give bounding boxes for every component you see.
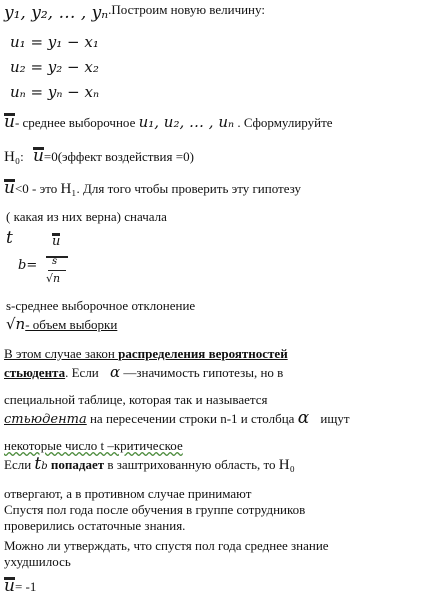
- final-line: [4, 578, 36, 595]
- table-line: специальной таблице, которая так и называется: [4, 392, 268, 407]
- n-definition: [6, 316, 117, 333]
- law-student: стьюдента: [4, 365, 66, 380]
- h1-line: [4, 180, 301, 197]
- formula-lhs: b=: [18, 258, 38, 273]
- if-text-2: в заштрихованную область, то: [104, 457, 279, 472]
- sub-fraction-line: [48, 270, 66, 271]
- mean-line: [4, 114, 333, 131]
- alpha-symbol: α: [297, 408, 310, 428]
- student-text-2: ищут: [317, 411, 350, 426]
- student-line: [4, 410, 350, 428]
- sqrt-n-symbol: √n: [6, 315, 26, 333]
- task-line-2: проверились остаточные знания.: [4, 518, 186, 533]
- u-bar-symbol: u: [4, 178, 15, 198]
- u-bar-symbol: u: [4, 112, 15, 132]
- which-line: ( какая из них верна) сначала: [6, 209, 167, 224]
- mean-text: - среднее выборочное: [14, 115, 139, 130]
- law-line: [4, 346, 288, 362]
- intro-line: [4, 2, 265, 22]
- intro-text: .Построим новую величину:: [108, 2, 265, 17]
- task-line-4: ухудшилось: [4, 554, 71, 569]
- equation-u1: u₁ = y₁ − x₁: [10, 33, 99, 51]
- formula-b: [18, 232, 78, 292]
- h0-label: H₀: [278, 457, 295, 473]
- law-text-2: . Если: [65, 365, 103, 380]
- critical-text: некоторые число t –критическое: [4, 438, 183, 453]
- law-line-2: [4, 364, 283, 381]
- law-text: В этом случае закон: [4, 346, 119, 361]
- if-line: [4, 456, 295, 475]
- t-b-subscript: b: [41, 461, 48, 472]
- equation-un: uₙ = yₙ − xₙ: [10, 83, 100, 101]
- u-bar-symbol: u: [4, 576, 15, 596]
- h1-text: <0 - это: [14, 181, 61, 196]
- h0-line: [4, 148, 194, 165]
- equation-u2: u₂ = y₂ − x₂: [10, 58, 99, 76]
- s-definition: s-среднее выборочное отклонение: [6, 298, 196, 313]
- h0-text: =0(эффект воздействия =0): [43, 149, 194, 164]
- y-variables: y₁, y₂, … , yₙ: [4, 3, 109, 23]
- critical-line: [4, 438, 183, 454]
- t-variable: t: [6, 228, 13, 248]
- formula-numerator: u: [52, 234, 61, 249]
- h1-label: H₁: [60, 181, 77, 197]
- h0-label: H₀: [4, 149, 21, 165]
- u-bar-symbol: u: [32, 146, 44, 166]
- formula-sqrt-n: √n: [46, 272, 61, 285]
- law-text-3: —значимость гипотезы, но в: [120, 365, 284, 380]
- student-italic: стьюдента: [4, 412, 87, 427]
- student-text: на пересечении строки n-1 и столбца: [86, 411, 298, 426]
- u-variables: u₁, u₂, … , uₙ: [138, 113, 235, 131]
- n-definition-text: - объем выборки: [25, 317, 118, 332]
- task-line-1: Спустя пол года после обучения в группе сотрудников: [4, 502, 306, 517]
- task-line-3: Можно ли утверждать, что спустя пол года среднее знание: [4, 538, 329, 553]
- t-b-symbol: t: [34, 454, 42, 474]
- if-text: Если: [4, 457, 35, 472]
- alpha-symbol: α: [110, 363, 121, 381]
- if-bold: попадает: [47, 457, 105, 472]
- mean-text-2: . Сформулируйте: [234, 115, 333, 130]
- law-bold: распределения вероятностей: [118, 346, 288, 361]
- reject-line: отвергают, а в противном случае принимают: [4, 486, 252, 501]
- h0-colon: :: [20, 149, 24, 164]
- final-text: = -1: [14, 579, 37, 594]
- formula-s: s: [52, 256, 58, 267]
- h1-text-2: . Для того чтобы проверить эту гипотезу: [76, 181, 302, 196]
